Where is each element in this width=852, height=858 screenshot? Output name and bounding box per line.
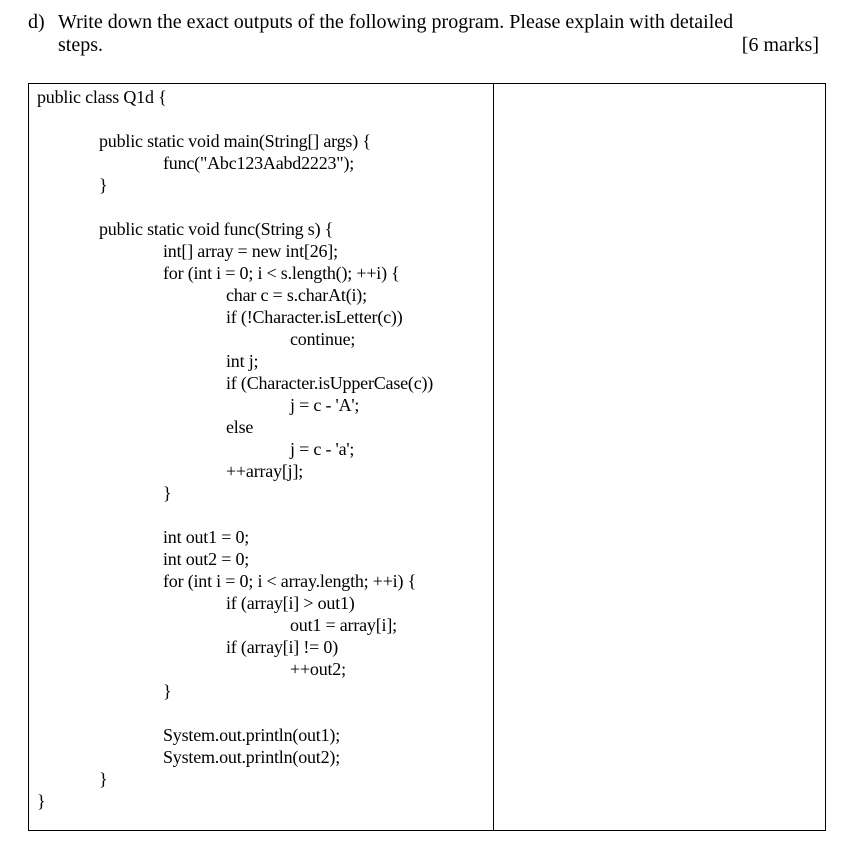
code-line: ++out2;	[290, 659, 346, 679]
code-line: else	[226, 417, 254, 437]
code-line: int j;	[226, 351, 259, 371]
answer-cell	[494, 84, 826, 831]
question-text-1: Write down the exact outputs of the following program. Please explain with detailed	[58, 11, 734, 33]
code-cell	[29, 84, 494, 831]
code-line: if (!Character.isLetter(c))	[226, 307, 403, 327]
question-text-2: steps.	[58, 34, 103, 56]
code-line: }	[37, 791, 46, 811]
code-line: continue;	[290, 329, 356, 349]
marks-label: [6 marks]	[741, 34, 819, 56]
code-line: }	[99, 175, 108, 195]
code-line: public static void main(String[] args) {	[99, 131, 371, 151]
code-line: j = c - 'A';	[290, 395, 360, 415]
code-line: for (int i = 0; i < s.length(); ++i) {	[163, 263, 400, 283]
code-line: if (array[i] > out1)	[226, 593, 355, 613]
code-line: System.out.println(out2);	[163, 747, 340, 767]
code-line: public static void func(String s) {	[99, 219, 334, 239]
question-label: d)	[28, 11, 45, 33]
code-line: out1 = array[i];	[290, 615, 397, 635]
code-listing	[29, 84, 493, 830]
code-line: if (array[i] != 0)	[226, 637, 338, 657]
code-line: public class Q1d {	[37, 87, 167, 107]
code-line: int out1 = 0;	[163, 527, 250, 547]
code-line: int[] array = new int[26];	[163, 241, 338, 261]
code-line: char c = s.charAt(i);	[226, 285, 367, 305]
code-line: }	[163, 483, 172, 503]
question-line-1	[28, 11, 828, 34]
code-line: j = c - 'a';	[290, 439, 355, 459]
code-answer-table	[28, 83, 826, 831]
code-line: ++array[j];	[226, 461, 304, 481]
code-line: }	[163, 681, 172, 701]
code-line: func("Abc123Aabd2223");	[163, 153, 355, 173]
code-line: int out2 = 0;	[163, 549, 250, 569]
question-block	[28, 11, 828, 57]
code-line: for (int i = 0; i < array.length; ++i) {	[163, 571, 417, 591]
question-line-2	[28, 34, 819, 57]
code-line: }	[99, 769, 108, 789]
code-line: System.out.println(out1);	[163, 725, 340, 745]
code-line: if (Character.isUpperCase(c))	[226, 373, 434, 393]
